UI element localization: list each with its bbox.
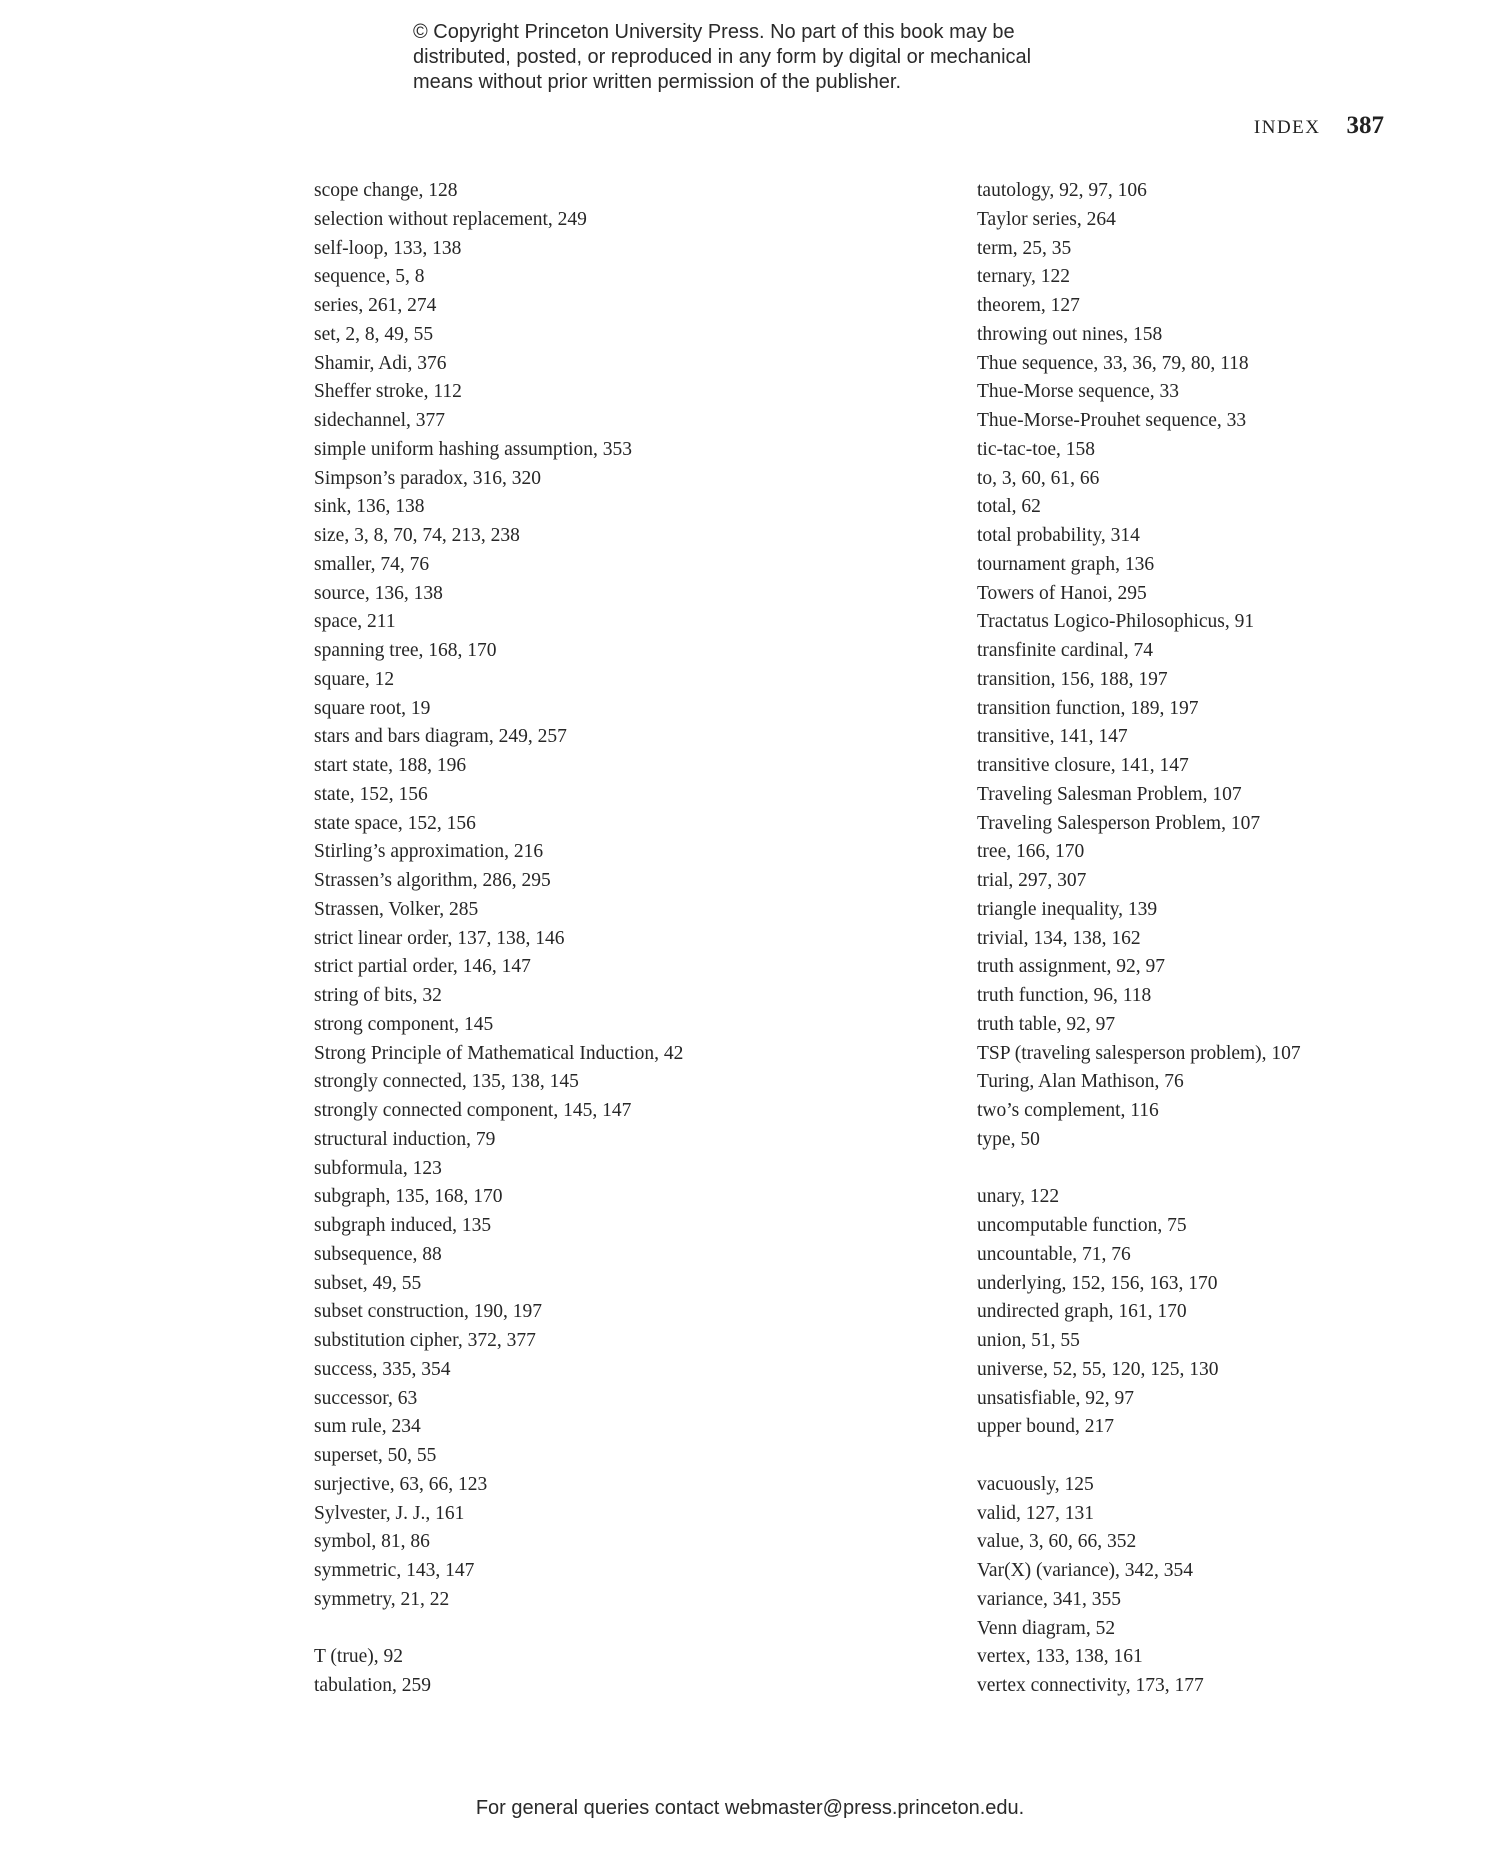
index-entry: trivial, 134, 138, 162: [977, 927, 1141, 949]
index-entry: subformula, 123: [314, 1157, 442, 1179]
index-entry: Thue-Morse-Prouhet sequence, 33: [977, 410, 1247, 431]
index-entry: size, 3, 8, 70, 74, 213, 238: [314, 525, 520, 546]
index-entry: scope change, 128: [314, 180, 458, 201]
index-entry: success, 335, 354: [314, 1358, 451, 1380]
index-entry: strongly connected, 135, 138, 145: [314, 1071, 579, 1093]
index-entry: TSP (traveling salesperson problem), 107: [977, 1042, 1301, 1064]
index-gap: [977, 1155, 1417, 1184]
index-entry: successor, 63: [314, 1387, 418, 1409]
index-entry: simple uniform hashing assumption, 353: [314, 438, 632, 460]
copyright-notice: [413, 20, 1113, 95]
index-entry: surjective, 63, 66, 123: [314, 1473, 488, 1495]
index-entry: vertex connectivity, 173, 177: [977, 1675, 1204, 1696]
index-entry: self-loop, 133, 138: [314, 237, 462, 259]
index-entry: undirected graph, 161, 170: [977, 1301, 1187, 1323]
footer-contact: For general queries contact webmaster@press.princeton.edu.: [475, 1797, 1025, 1819]
index-entry: variance, 341, 355: [977, 1588, 1122, 1610]
index-entry: source, 136, 138: [314, 582, 443, 604]
index-entry: transition function, 189, 197: [977, 697, 1199, 719]
index-entry: sink, 136, 138: [314, 496, 425, 518]
index-entry: transitive closure, 141, 147: [977, 755, 1189, 776]
index-entry: ternary, 122: [977, 266, 1070, 288]
index-entry: Sylvester, J. J., 161: [314, 1502, 465, 1524]
index-entry: tautology, 92, 97, 106: [977, 180, 1147, 201]
index-entry: state, 152, 156: [314, 783, 428, 805]
index-entry: sum rule, 234: [314, 1416, 421, 1438]
index-entry: Thue-Morse sequence, 33: [977, 381, 1179, 403]
index-entry: Venn diagram, 52: [977, 1617, 1116, 1639]
index-entry: Turing, Alan Mathison, 76: [977, 1071, 1184, 1093]
index-entry: Strassen, Volker, 285: [314, 898, 479, 920]
index-entry: strong component, 145: [314, 1013, 494, 1035]
index-entry: strict partial order, 146, 147: [314, 956, 531, 978]
index-entry: subsequence, 88: [314, 1243, 442, 1265]
index-entry: two’s complement, 116: [977, 1100, 1159, 1121]
index-entry: sidechannel, 377: [314, 410, 446, 431]
index-gap: [977, 1442, 1417, 1471]
index-entry: Tractatus Logico-Philosophicus, 91: [977, 611, 1255, 633]
index-entry: Strong Principle of Mathematical Induction, 42: [314, 1042, 684, 1064]
index-entry: tabulation, 259: [314, 1675, 431, 1696]
index-entry: state space, 152, 156: [314, 812, 476, 834]
index-entry: square, 12: [314, 668, 395, 690]
index-entry: series, 261, 274: [314, 295, 437, 316]
index-entry: to, 3, 60, 61, 66: [977, 467, 1100, 489]
index-entry: strongly connected component, 145, 147: [314, 1100, 632, 1121]
index-entry: total, 62: [977, 496, 1041, 518]
index-entry: value, 3, 60, 66, 352: [977, 1531, 1137, 1553]
index-entry: Taylor series, 264: [977, 208, 1116, 230]
index-entry: Sheffer stroke, 112: [314, 381, 462, 403]
index-entry: string of bits, 32: [314, 985, 442, 1006]
index-entry: upper bound, 217: [977, 1416, 1115, 1438]
index-entry: underlying, 152, 156, 163, 170: [977, 1272, 1218, 1294]
index-entry: vertex, 133, 138, 161: [977, 1646, 1143, 1668]
index-entry: vacuously, 125: [977, 1473, 1094, 1495]
index-entry: symmetry, 21, 22: [314, 1588, 450, 1610]
index-entry: start state, 188, 196: [314, 755, 467, 776]
index-entry: term, 25, 35: [977, 237, 1072, 259]
index-entry: tree, 166, 170: [977, 841, 1085, 863]
copyright-line: distributed, posted, or reproduced in any form by digital or mechanical: [413, 46, 1032, 68]
index-entry: T (true), 92: [314, 1646, 403, 1668]
index-entry: total probability, 314: [977, 525, 1140, 546]
index-entry: unary, 122: [977, 1186, 1060, 1208]
index-entry: uncomputable function, 75: [977, 1215, 1187, 1236]
index-entry: type, 50: [977, 1128, 1040, 1150]
index-entry: square root, 19: [314, 697, 431, 719]
index-entry: subgraph, 135, 168, 170: [314, 1186, 503, 1208]
index-entry: transfinite cardinal, 74: [977, 640, 1153, 661]
index-entry: theorem, 127: [977, 295, 1080, 316]
index-entry: tournament graph, 136: [977, 553, 1155, 575]
index-entry: Traveling Salesperson Problem, 107: [977, 812, 1261, 834]
index-entry: spanning tree, 168, 170: [314, 640, 497, 661]
index-entry: structural induction, 79: [314, 1128, 496, 1150]
index-entry: Towers of Hanoi, 295: [977, 582, 1147, 604]
index-entry: transitive, 141, 147: [977, 726, 1128, 748]
index-gap: [314, 1615, 914, 1644]
index-entry: subset, 49, 55: [314, 1272, 422, 1294]
index-entry: Var(X) (variance), 342, 354: [977, 1560, 1194, 1581]
copyright-line: means without prior written permission of the publisher.: [413, 71, 902, 93]
index-entry: transition, 156, 188, 197: [977, 668, 1168, 690]
index-entry: Shamir, Adi, 376: [314, 352, 447, 374]
index-entry: truth table, 92, 97: [977, 1013, 1116, 1035]
index-entry: truth assignment, 92, 97: [977, 956, 1165, 978]
index-entry: space, 211: [314, 611, 396, 633]
index-entry: Thue sequence, 33, 36, 79, 80, 118: [977, 352, 1249, 374]
index-entry: valid, 127, 131: [977, 1502, 1094, 1524]
page-number: 387: [1346, 112, 1384, 139]
index-entry: throwing out nines, 158: [977, 323, 1163, 345]
index-entry: stars and bars diagram, 249, 257: [314, 726, 567, 748]
index-entry: superset, 50, 55: [314, 1445, 437, 1466]
index-entry: unsatisfiable, 92, 97: [977, 1387, 1135, 1409]
index-entry: subset construction, 190, 197: [314, 1301, 543, 1323]
index-column-left: [314, 177, 914, 1701]
index-entry: Strassen’s algorithm, 286, 295: [314, 870, 551, 891]
index-entry: trial, 297, 307: [977, 870, 1087, 891]
index-entry: triangle inequality, 139: [977, 898, 1158, 920]
index-entry: Stirling’s approximation, 216: [314, 841, 544, 863]
index-entry: uncountable, 71, 76: [977, 1243, 1131, 1265]
index-entry: strict linear order, 137, 138, 146: [314, 927, 565, 949]
index-entry: smaller, 74, 76: [314, 553, 430, 575]
index-entry: symmetric, 143, 147: [314, 1560, 475, 1581]
index-entry: substitution cipher, 372, 377: [314, 1330, 536, 1351]
index-entry: Simpson’s paradox, 316, 320: [314, 467, 541, 489]
index-entry: symbol, 81, 86: [314, 1531, 430, 1553]
section-title: INDEX: [1253, 117, 1321, 138]
index-entry: universe, 52, 55, 120, 125, 130: [977, 1358, 1219, 1380]
index-entry: union, 51, 55: [977, 1330, 1080, 1351]
index-entry: Traveling Salesman Problem, 107: [977, 783, 1242, 805]
running-head: [1254, 112, 1384, 140]
index-column-right: [977, 177, 1417, 1701]
index-entry: selection without replacement, 249: [314, 208, 587, 230]
index-entry: sequence, 5, 8: [314, 266, 425, 288]
index-entry: set, 2, 8, 49, 55: [314, 323, 434, 345]
copyright-line: © Copyright Princeton University Press. No part of this book may be: [413, 21, 1015, 43]
index-entry: truth function, 96, 118: [977, 985, 1152, 1006]
index-entry: tic-tac-toe, 158: [977, 438, 1096, 460]
index-entry: subgraph induced, 135: [314, 1215, 492, 1236]
